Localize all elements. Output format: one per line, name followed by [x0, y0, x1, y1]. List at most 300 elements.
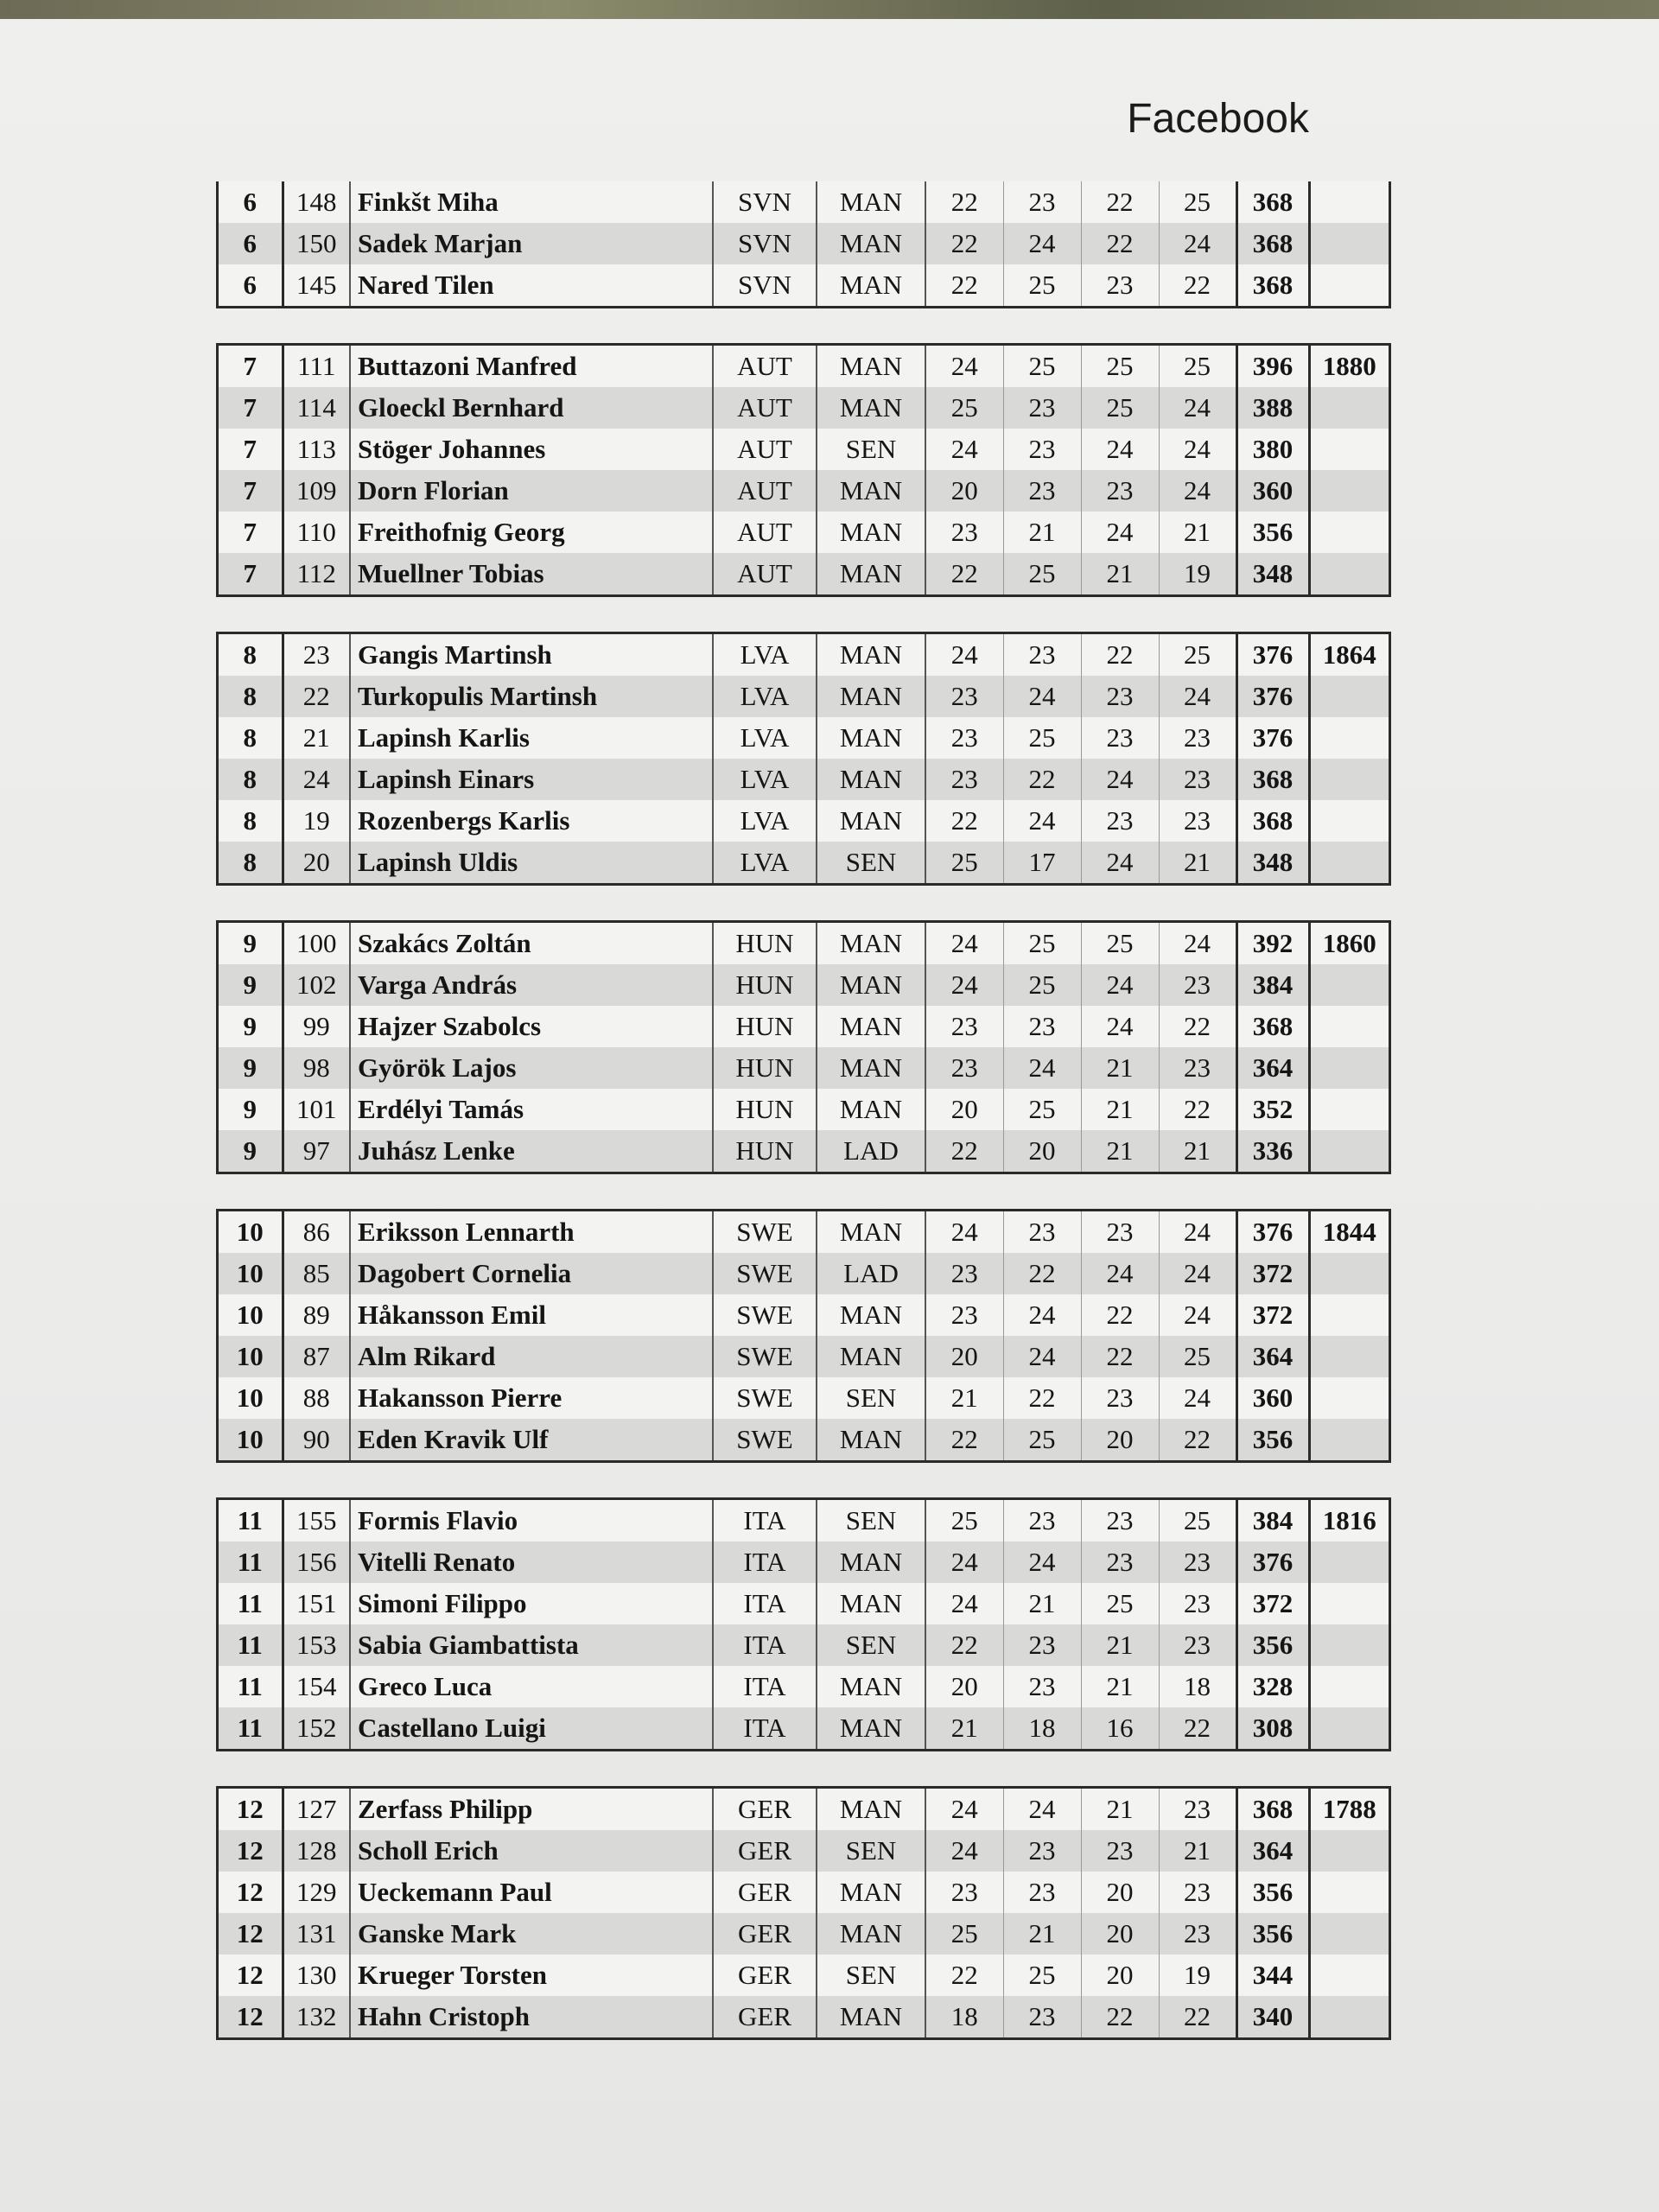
- series-score-cell: 24: [1081, 429, 1159, 470]
- series-score-cell: 23: [925, 1047, 1003, 1089]
- series-score-cell: 24: [1159, 1211, 1236, 1253]
- class-cell: MAN: [817, 470, 925, 512]
- name-cell: Eriksson Lennarth: [350, 1211, 713, 1253]
- start-number-cell: 112: [283, 553, 350, 594]
- class-cell: MAN: [817, 181, 925, 223]
- total-score-cell: 364: [1236, 1047, 1309, 1089]
- team-total-cell: 1788: [1309, 1789, 1389, 1830]
- team-results-table: [219, 1789, 1389, 2037]
- table-row: [219, 1253, 1389, 1294]
- nation-cell: GER: [713, 1996, 817, 2037]
- series-score-cell: 22: [925, 264, 1003, 306]
- nation-cell: AUT: [713, 470, 817, 512]
- team-total-cell: [1309, 553, 1389, 594]
- nation-cell: SWE: [713, 1253, 817, 1294]
- team-total-cell: [1309, 512, 1389, 553]
- series-score-cell: 23: [1159, 964, 1236, 1006]
- series-score-cell: 23: [1081, 264, 1159, 306]
- start-number-cell: 145: [283, 264, 350, 306]
- series-score-cell: 21: [1081, 1789, 1159, 1830]
- total-score-cell: 372: [1236, 1294, 1309, 1336]
- class-cell: MAN: [817, 1996, 925, 2037]
- table-row: [219, 759, 1389, 800]
- team-total-cell: [1309, 1541, 1389, 1583]
- name-cell: Gloeckl Bernhard: [350, 387, 713, 429]
- series-score-cell: 24: [1003, 1294, 1081, 1336]
- series-score-cell: 23: [1081, 1830, 1159, 1872]
- series-score-cell: 21: [1081, 1624, 1159, 1666]
- start-number-cell: 113: [283, 429, 350, 470]
- table-row: [219, 553, 1389, 594]
- series-score-cell: 24: [1081, 1253, 1159, 1294]
- table-row: [219, 1913, 1389, 1955]
- series-score-cell: 24: [1159, 470, 1236, 512]
- rank-cell: 8: [219, 634, 283, 676]
- nation-cell: LVA: [713, 800, 817, 842]
- team-results-table: [219, 1500, 1389, 1749]
- series-score-cell: 22: [1159, 1996, 1236, 2037]
- rank-cell: 10: [219, 1294, 283, 1336]
- series-score-cell: 25: [925, 1500, 1003, 1541]
- series-score-cell: 22: [925, 553, 1003, 594]
- series-score-cell: 23: [1159, 1583, 1236, 1624]
- nation-cell: SWE: [713, 1419, 817, 1460]
- rank-cell: 11: [219, 1624, 283, 1666]
- series-score-cell: 22: [925, 1419, 1003, 1460]
- total-score-cell: 356: [1236, 1624, 1309, 1666]
- table-row: [219, 181, 1389, 223]
- total-score-cell: 388: [1236, 387, 1309, 429]
- series-score-cell: 23: [1081, 1377, 1159, 1419]
- class-cell: LAD: [817, 1253, 925, 1294]
- series-score-cell: 24: [1081, 512, 1159, 553]
- nation-cell: GER: [713, 1955, 817, 1996]
- series-score-cell: 20: [1081, 1872, 1159, 1913]
- team-block: [216, 1786, 1391, 2040]
- start-number-cell: 111: [283, 346, 350, 387]
- nation-cell: LVA: [713, 676, 817, 717]
- name-cell: Ganske Mark: [350, 1913, 713, 1955]
- total-score-cell: 368: [1236, 181, 1309, 223]
- rank-cell: 7: [219, 512, 283, 553]
- rank-cell: 11: [219, 1707, 283, 1749]
- nation-cell: HUN: [713, 1006, 817, 1047]
- class-cell: SEN: [817, 429, 925, 470]
- series-score-cell: 23: [1003, 181, 1081, 223]
- name-cell: Eden Kravik Ulf: [350, 1419, 713, 1460]
- nation-cell: LVA: [713, 842, 817, 883]
- total-score-cell: 396: [1236, 346, 1309, 387]
- team-total-cell: [1309, 1419, 1389, 1460]
- series-score-cell: 22: [925, 800, 1003, 842]
- class-cell: SEN: [817, 1955, 925, 1996]
- table-row: [219, 346, 1389, 387]
- series-score-cell: 22: [925, 1624, 1003, 1666]
- nation-cell: GER: [713, 1913, 817, 1955]
- series-score-cell: 22: [1159, 1006, 1236, 1047]
- name-cell: Gangis Martinsh: [350, 634, 713, 676]
- start-number-cell: 114: [283, 387, 350, 429]
- series-score-cell: 23: [1081, 676, 1159, 717]
- series-score-cell: 21: [1159, 512, 1236, 553]
- total-score-cell: 348: [1236, 553, 1309, 594]
- series-score-cell: 19: [1159, 1955, 1236, 1996]
- series-score-cell: 19: [1159, 553, 1236, 594]
- series-score-cell: 23: [1159, 1541, 1236, 1583]
- rank-cell: 10: [219, 1377, 283, 1419]
- team-total-cell: [1309, 1253, 1389, 1294]
- team-total-cell: [1309, 676, 1389, 717]
- series-score-cell: 23: [925, 717, 1003, 759]
- name-cell: Formis Flavio: [350, 1500, 713, 1541]
- series-score-cell: 21: [1159, 1130, 1236, 1172]
- total-score-cell: 348: [1236, 842, 1309, 883]
- series-score-cell: 21: [1159, 1830, 1236, 1872]
- table-row: [219, 1294, 1389, 1336]
- name-cell: Szakács Zoltán: [350, 923, 713, 964]
- name-cell: Finkšt Miha: [350, 181, 713, 223]
- series-score-cell: 21: [1081, 1047, 1159, 1089]
- nation-cell: LVA: [713, 634, 817, 676]
- series-score-cell: 24: [925, 1583, 1003, 1624]
- table-row: [219, 634, 1389, 676]
- series-score-cell: 24: [925, 346, 1003, 387]
- start-number-cell: 23: [283, 634, 350, 676]
- name-cell: Rozenbergs Karlis: [350, 800, 713, 842]
- series-score-cell: 22: [925, 1130, 1003, 1172]
- series-score-cell: 22: [1159, 264, 1236, 306]
- series-score-cell: 20: [925, 1089, 1003, 1130]
- series-score-cell: 22: [925, 223, 1003, 264]
- class-cell: MAN: [817, 512, 925, 553]
- total-score-cell: 376: [1236, 717, 1309, 759]
- class-cell: MAN: [817, 1666, 925, 1707]
- nation-cell: SWE: [713, 1211, 817, 1253]
- team-total-cell: 1816: [1309, 1500, 1389, 1541]
- class-cell: MAN: [817, 264, 925, 306]
- team-total-cell: [1309, 1872, 1389, 1913]
- total-score-cell: 368: [1236, 223, 1309, 264]
- start-number-cell: 128: [283, 1830, 350, 1872]
- table-row: [219, 1419, 1389, 1460]
- nation-cell: HUN: [713, 1130, 817, 1172]
- total-score-cell: 368: [1236, 759, 1309, 800]
- total-score-cell: 372: [1236, 1253, 1309, 1294]
- series-score-cell: 21: [1159, 842, 1236, 883]
- series-score-cell: 24: [1159, 1253, 1236, 1294]
- series-score-cell: 25: [1003, 264, 1081, 306]
- nation-cell: ITA: [713, 1666, 817, 1707]
- total-score-cell: 340: [1236, 1996, 1309, 2037]
- class-cell: SEN: [817, 1377, 925, 1419]
- series-score-cell: 24: [925, 964, 1003, 1006]
- series-score-cell: 21: [1003, 1583, 1081, 1624]
- name-cell: Sadek Marjan: [350, 223, 713, 264]
- rank-cell: 9: [219, 964, 283, 1006]
- nation-cell: GER: [713, 1789, 817, 1830]
- series-score-cell: 24: [925, 1789, 1003, 1830]
- team-total-cell: [1309, 264, 1389, 306]
- table-row: [219, 387, 1389, 429]
- nation-cell: SVN: [713, 264, 817, 306]
- team-total-cell: [1309, 717, 1389, 759]
- class-cell: MAN: [817, 223, 925, 264]
- rank-cell: 12: [219, 1955, 283, 1996]
- series-score-cell: 23: [1159, 759, 1236, 800]
- table-row: [219, 842, 1389, 883]
- start-number-cell: 152: [283, 1707, 350, 1749]
- series-score-cell: 23: [925, 1872, 1003, 1913]
- series-score-cell: 17: [1003, 842, 1081, 883]
- series-score-cell: 25: [1003, 717, 1081, 759]
- table-row: [219, 1707, 1389, 1749]
- series-score-cell: 23: [1003, 470, 1081, 512]
- start-number-cell: 131: [283, 1913, 350, 1955]
- class-cell: SEN: [817, 1500, 925, 1541]
- rank-cell: 9: [219, 1130, 283, 1172]
- series-score-cell: 23: [1159, 717, 1236, 759]
- class-cell: MAN: [817, 759, 925, 800]
- nation-cell: ITA: [713, 1583, 817, 1624]
- series-score-cell: 25: [1003, 964, 1081, 1006]
- class-cell: MAN: [817, 1211, 925, 1253]
- start-number-cell: 154: [283, 1666, 350, 1707]
- nation-cell: AUT: [713, 429, 817, 470]
- table-row: [219, 1377, 1389, 1419]
- name-cell: Sabia Giambattista: [350, 1624, 713, 1666]
- series-score-cell: 23: [1003, 1872, 1081, 1913]
- table-row: [219, 1500, 1389, 1541]
- series-score-cell: 23: [1081, 800, 1159, 842]
- nation-cell: HUN: [713, 1047, 817, 1089]
- series-score-cell: 22: [1159, 1707, 1236, 1749]
- series-score-cell: 22: [1003, 1377, 1081, 1419]
- rank-cell: 7: [219, 429, 283, 470]
- start-number-cell: 21: [283, 717, 350, 759]
- name-cell: Freithofnig Georg: [350, 512, 713, 553]
- series-score-cell: 24: [1003, 1336, 1081, 1377]
- series-score-cell: 25: [1003, 1955, 1081, 1996]
- series-score-cell: 24: [1003, 676, 1081, 717]
- series-score-cell: 23: [1003, 1624, 1081, 1666]
- rank-cell: 9: [219, 1006, 283, 1047]
- series-score-cell: 22: [925, 181, 1003, 223]
- team-total-cell: [1309, 759, 1389, 800]
- start-number-cell: 109: [283, 470, 350, 512]
- total-score-cell: 344: [1236, 1955, 1309, 1996]
- series-score-cell: 24: [1003, 800, 1081, 842]
- series-score-cell: 25: [1003, 923, 1081, 964]
- series-score-cell: 21: [1003, 512, 1081, 553]
- class-cell: MAN: [817, 676, 925, 717]
- series-score-cell: 24: [1081, 1006, 1159, 1047]
- rank-cell: 8: [219, 676, 283, 717]
- series-score-cell: 22: [1159, 1419, 1236, 1460]
- rank-cell: 8: [219, 759, 283, 800]
- table-row: [219, 1789, 1389, 1830]
- series-score-cell: 22: [1003, 1253, 1081, 1294]
- rank-cell: 6: [219, 223, 283, 264]
- series-score-cell: 24: [925, 1541, 1003, 1583]
- total-score-cell: 376: [1236, 1211, 1309, 1253]
- series-score-cell: 25: [925, 842, 1003, 883]
- team-block: [216, 1497, 1391, 1751]
- team-total-cell: 1864: [1309, 634, 1389, 676]
- series-score-cell: 24: [1003, 1789, 1081, 1830]
- total-score-cell: 364: [1236, 1336, 1309, 1377]
- team-total-cell: [1309, 1707, 1389, 1749]
- class-cell: MAN: [817, 1872, 925, 1913]
- start-number-cell: 130: [283, 1955, 350, 1996]
- name-cell: Buttazoni Manfred: [350, 346, 713, 387]
- nation-cell: SWE: [713, 1336, 817, 1377]
- team-block: [216, 181, 1391, 308]
- series-score-cell: 24: [1081, 964, 1159, 1006]
- series-score-cell: 21: [1003, 1913, 1081, 1955]
- series-score-cell: 22: [1081, 181, 1159, 223]
- series-score-cell: 23: [1003, 1211, 1081, 1253]
- table-row: [219, 1541, 1389, 1583]
- series-score-cell: 23: [925, 1253, 1003, 1294]
- team-total-cell: [1309, 1047, 1389, 1089]
- name-cell: Dorn Florian: [350, 470, 713, 512]
- start-number-cell: 87: [283, 1336, 350, 1377]
- series-score-cell: 24: [925, 634, 1003, 676]
- team-total-cell: [1309, 470, 1389, 512]
- class-cell: MAN: [817, 346, 925, 387]
- series-score-cell: 23: [1003, 1830, 1081, 1872]
- series-score-cell: 23: [1081, 470, 1159, 512]
- start-number-cell: 90: [283, 1419, 350, 1460]
- series-score-cell: 23: [1159, 1872, 1236, 1913]
- class-cell: MAN: [817, 1336, 925, 1377]
- name-cell: Lapinsh Karlis: [350, 717, 713, 759]
- team-total-cell: 1880: [1309, 346, 1389, 387]
- series-score-cell: 23: [1159, 1913, 1236, 1955]
- start-number-cell: 129: [283, 1872, 350, 1913]
- total-score-cell: 356: [1236, 1419, 1309, 1460]
- series-score-cell: 25: [1081, 346, 1159, 387]
- series-score-cell: 21: [1081, 1666, 1159, 1707]
- name-cell: Hajzer Szabolcs: [350, 1006, 713, 1047]
- team-total-cell: [1309, 1913, 1389, 1955]
- name-cell: Hahn Cristoph: [350, 1996, 713, 2037]
- table-row: [219, 1211, 1389, 1253]
- nation-cell: ITA: [713, 1624, 817, 1666]
- series-score-cell: 25: [1159, 181, 1236, 223]
- name-cell: Dagobert Cornelia: [350, 1253, 713, 1294]
- nation-cell: ITA: [713, 1707, 817, 1749]
- start-number-cell: 132: [283, 1996, 350, 2037]
- series-score-cell: 20: [1081, 1913, 1159, 1955]
- table-row: [219, 1624, 1389, 1666]
- class-cell: SEN: [817, 1624, 925, 1666]
- rank-cell: 11: [219, 1583, 283, 1624]
- series-score-cell: 23: [1159, 800, 1236, 842]
- name-cell: Håkansson Emil: [350, 1294, 713, 1336]
- series-score-cell: 23: [1081, 1211, 1159, 1253]
- rank-cell: 11: [219, 1666, 283, 1707]
- start-number-cell: 89: [283, 1294, 350, 1336]
- start-number-cell: 102: [283, 964, 350, 1006]
- nation-cell: AUT: [713, 387, 817, 429]
- series-score-cell: 23: [1159, 1624, 1236, 1666]
- nation-cell: SWE: [713, 1377, 817, 1419]
- start-number-cell: 151: [283, 1583, 350, 1624]
- start-number-cell: 110: [283, 512, 350, 553]
- series-score-cell: 22: [1081, 1336, 1159, 1377]
- series-score-cell: 24: [1159, 923, 1236, 964]
- total-score-cell: 352: [1236, 1089, 1309, 1130]
- table-row: [219, 1830, 1389, 1872]
- nation-cell: AUT: [713, 346, 817, 387]
- series-score-cell: 24: [925, 429, 1003, 470]
- rank-cell: 11: [219, 1500, 283, 1541]
- rank-cell: 7: [219, 387, 283, 429]
- start-number-cell: 86: [283, 1211, 350, 1253]
- series-score-cell: 24: [925, 923, 1003, 964]
- nation-cell: ITA: [713, 1500, 817, 1541]
- team-total-cell: [1309, 1006, 1389, 1047]
- rank-cell: 10: [219, 1336, 283, 1377]
- total-score-cell: 308: [1236, 1707, 1309, 1749]
- series-score-cell: 24: [1159, 676, 1236, 717]
- start-number-cell: 148: [283, 181, 350, 223]
- series-score-cell: 23: [1081, 1500, 1159, 1541]
- rank-cell: 10: [219, 1211, 283, 1253]
- table-row: [219, 429, 1389, 470]
- series-score-cell: 23: [1081, 717, 1159, 759]
- total-score-cell: 368: [1236, 264, 1309, 306]
- table-row: [219, 1666, 1389, 1707]
- team-total-cell: [1309, 842, 1389, 883]
- series-score-cell: 23: [1003, 429, 1081, 470]
- team-results-table: [219, 634, 1389, 883]
- start-number-cell: 100: [283, 923, 350, 964]
- series-score-cell: 25: [925, 1913, 1003, 1955]
- results-list: [216, 181, 1391, 2075]
- total-score-cell: 360: [1236, 1377, 1309, 1419]
- start-number-cell: 98: [283, 1047, 350, 1089]
- team-block: [216, 343, 1391, 597]
- nation-cell: SVN: [713, 223, 817, 264]
- total-score-cell: 360: [1236, 470, 1309, 512]
- team-total-cell: [1309, 1377, 1389, 1419]
- nation-cell: HUN: [713, 964, 817, 1006]
- name-cell: Castellano Luigi: [350, 1707, 713, 1749]
- class-cell: MAN: [817, 800, 925, 842]
- series-score-cell: 25: [1159, 1336, 1236, 1377]
- team-total-cell: [1309, 1089, 1389, 1130]
- series-score-cell: 24: [1003, 1541, 1081, 1583]
- series-score-cell: 23: [925, 1006, 1003, 1047]
- series-score-cell: 24: [1159, 1377, 1236, 1419]
- name-cell: Turkopulis Martinsh: [350, 676, 713, 717]
- start-number-cell: 156: [283, 1541, 350, 1583]
- start-number-cell: 155: [283, 1500, 350, 1541]
- table-row: [219, 223, 1389, 264]
- start-number-cell: 85: [283, 1253, 350, 1294]
- series-score-cell: 22: [1081, 1294, 1159, 1336]
- class-cell: MAN: [817, 923, 925, 964]
- name-cell: Lapinsh Uldis: [350, 842, 713, 883]
- start-number-cell: 97: [283, 1130, 350, 1172]
- series-score-cell: 23: [1003, 634, 1081, 676]
- series-score-cell: 21: [925, 1707, 1003, 1749]
- series-score-cell: 24: [1081, 759, 1159, 800]
- total-score-cell: 356: [1236, 512, 1309, 553]
- rank-cell: 8: [219, 717, 283, 759]
